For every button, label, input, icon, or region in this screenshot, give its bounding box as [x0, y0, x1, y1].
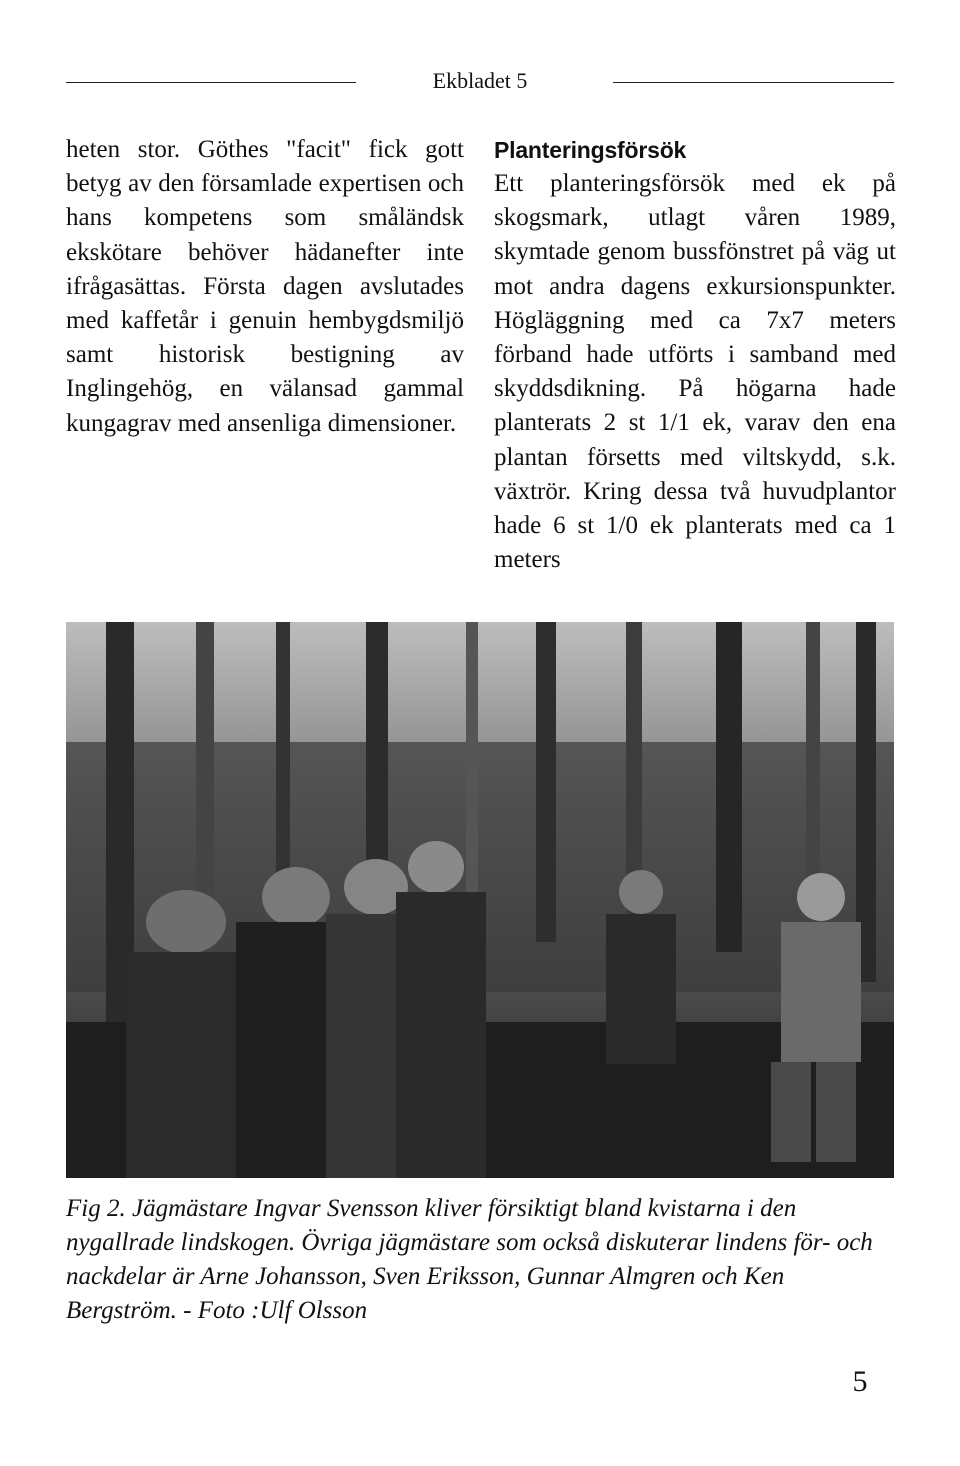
right-column — [494, 133, 896, 577]
forest-photograph — [66, 622, 894, 1178]
running-header — [66, 68, 894, 102]
header-rule-right — [613, 82, 894, 83]
figure-caption: Fig 2. Jägmästare Ingvar Svensson kliver försiktigt bland kvistarna i den nygallrade lindskogen. Övriga jägmästare som också diskuterar lindens för- och nackdelar är Arne Johansson, Sven Eriksson, Gunnar Almgren och Ken Bergström. - Foto :Ulf Olsson — [66, 1195, 873, 1324]
page-number: 5 — [852, 1365, 868, 1398]
right-column-text: Ett planteringsförsök med ek på skogsmark, utlagt våren 1989, skymtade genom bussfönstret på väg ut mot andra dagens exkursionspunkter. Högläggning med ca 7x7 meters förband hade utförts i samband med skyddsdikning. På högarna hade planterats 2 st 1/1 ek, varav den ena plantan försetts med viltskydd, s.k. växtrör. Kring dessa två huvudplantor hade 6 st 1/0 ek planterats med ca 1 meters — [494, 170, 896, 574]
left-column — [66, 133, 464, 441]
header-title: Ekbladet 5 — [432, 68, 528, 93]
section-heading: Planteringsförsök — [494, 137, 687, 163]
left-column-text: heten stor. Göthes "facit" fick gott betyg av den församlade expertisen och hans kompetens som småländsk ekskötare behöver hädanefter inte ifrågasättas. Första dagen avslutades med kaffetår i genuin hembygdsmiljö samt historisk bestigning av Inglingehög, en välansad gammal kungagrav med ansenliga dimensioner. — [66, 136, 464, 437]
